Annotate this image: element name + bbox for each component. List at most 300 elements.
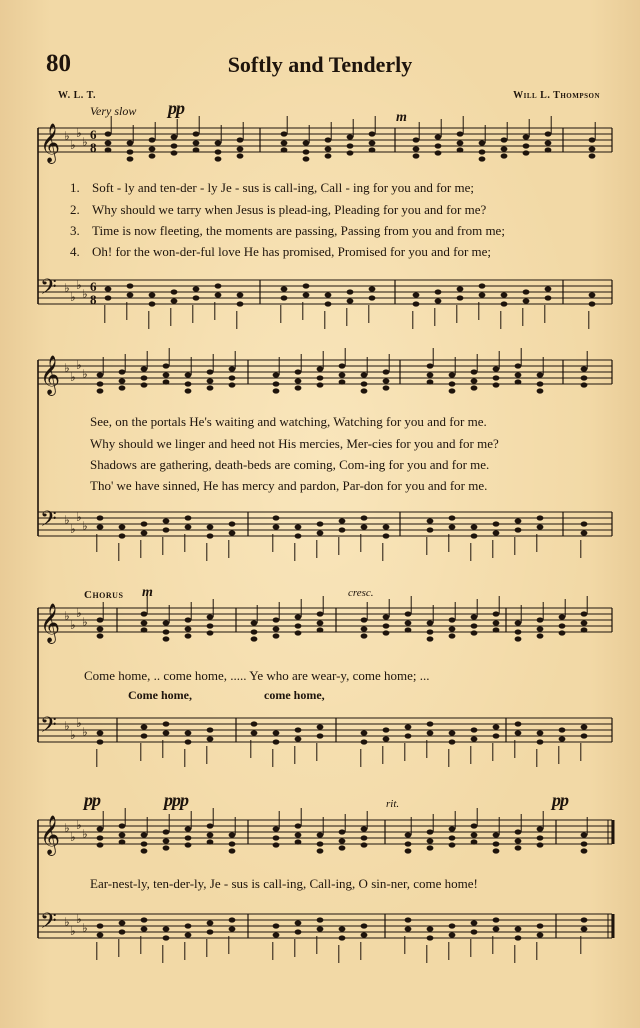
hymn-number: 80 — [46, 50, 71, 77]
note-head — [97, 626, 104, 631]
note-head — [97, 842, 104, 847]
note-head — [317, 620, 324, 625]
note-head — [369, 131, 376, 136]
note-head — [449, 381, 456, 386]
note-head — [185, 372, 192, 377]
tempo-marking: Very slow — [90, 104, 137, 118]
note-head — [361, 617, 368, 622]
note-head — [149, 301, 156, 306]
note-head — [295, 736, 302, 741]
flat-sign: ♭ — [76, 278, 82, 292]
note-head — [405, 724, 412, 729]
note-head — [347, 289, 354, 294]
note-head — [581, 382, 588, 387]
time-sig-bottom: 8 — [90, 292, 97, 307]
flat-sign: ♭ — [82, 827, 88, 841]
note-head — [229, 366, 236, 371]
note-head — [281, 295, 288, 300]
note-head — [325, 146, 332, 151]
note-head — [185, 730, 192, 735]
note-head — [493, 521, 500, 526]
note-head — [457, 286, 464, 291]
note-head — [339, 838, 346, 843]
note-head — [97, 633, 104, 638]
note-head — [581, 733, 588, 738]
note-head — [237, 301, 244, 306]
note-head — [339, 363, 346, 368]
note-head — [149, 146, 156, 151]
note-head — [537, 835, 544, 840]
note-head — [163, 935, 170, 940]
note-head — [185, 923, 192, 928]
note-head — [119, 385, 126, 390]
note-head — [471, 385, 478, 390]
note-head — [435, 289, 442, 294]
note-head — [515, 363, 522, 368]
flat-sign: ♭ — [70, 728, 76, 742]
bass-clef: 𝄢 — [40, 713, 57, 743]
note-head — [471, 727, 478, 732]
flat-sign: ♭ — [82, 135, 88, 149]
chorus-label: Chorus — [84, 589, 124, 601]
note-head — [405, 832, 412, 837]
note-head — [471, 832, 478, 837]
note-head — [149, 292, 156, 297]
note-head — [207, 533, 214, 538]
note-head — [405, 917, 412, 922]
flat-sign: ♭ — [82, 615, 88, 629]
flat-sign: ♭ — [64, 609, 70, 623]
note-head — [581, 841, 588, 846]
note-head — [435, 134, 442, 139]
note-head — [185, 515, 192, 520]
note-head — [493, 375, 500, 380]
verse-line-1 — [70, 180, 640, 196]
note-head — [171, 289, 178, 294]
note-head — [361, 388, 368, 393]
note-head — [273, 617, 280, 622]
note-head — [493, 724, 500, 729]
note-head — [325, 153, 332, 158]
note-head — [427, 527, 434, 532]
note-head — [229, 848, 236, 853]
note-head — [127, 156, 134, 161]
note-head — [149, 137, 156, 142]
note-head — [471, 839, 478, 844]
flat-sign: ♭ — [76, 358, 82, 372]
note-head — [141, 620, 148, 625]
note-head — [97, 372, 104, 377]
note-head — [383, 369, 390, 374]
note-head — [119, 823, 126, 828]
note-head — [141, 733, 148, 738]
note-head — [537, 617, 544, 622]
note-head — [405, 926, 412, 931]
note-head — [405, 620, 412, 625]
note-head — [515, 620, 522, 625]
note-head — [97, 739, 104, 744]
note-head — [141, 611, 148, 616]
note-head — [339, 829, 346, 834]
note-head — [273, 381, 280, 386]
note-head — [361, 730, 368, 735]
note-head — [427, 838, 434, 843]
note-head — [479, 149, 486, 154]
note-head — [317, 521, 324, 526]
note-head — [97, 381, 104, 386]
final-lyric: Ear-nest-ly, ten-der-ly, Je - sus is call-ing, Call-ing, O sin-ner, come home! — [90, 876, 478, 891]
note-head — [127, 140, 134, 145]
note-head — [119, 832, 126, 837]
note-head — [471, 623, 478, 628]
note-head — [295, 533, 302, 538]
note-head — [163, 926, 170, 931]
note-head — [347, 150, 354, 155]
note-head — [163, 721, 170, 726]
note-head — [449, 524, 456, 529]
note-head — [493, 832, 500, 837]
note-head — [207, 839, 214, 844]
note-head — [317, 832, 324, 837]
note-head — [361, 826, 368, 831]
note-head — [295, 623, 302, 628]
note-head — [449, 932, 456, 937]
verse-line-3 — [70, 223, 640, 239]
note-head — [97, 515, 104, 520]
note-head — [237, 137, 244, 142]
note-head — [383, 614, 390, 619]
note-head — [105, 147, 112, 152]
note-head — [229, 917, 236, 922]
note-head — [435, 150, 442, 155]
note-head — [163, 372, 170, 377]
flat-sign: ♭ — [76, 510, 82, 524]
note-head — [515, 636, 522, 641]
note-head — [295, 385, 302, 390]
time-sig-bottom: 8 — [90, 140, 97, 155]
note-head — [427, 379, 434, 384]
note-head — [163, 845, 170, 850]
note-head — [339, 926, 346, 931]
flat-sign: ♭ — [76, 912, 82, 926]
note-head — [471, 823, 478, 828]
note-head — [215, 149, 222, 154]
note-head — [141, 917, 148, 922]
note-head — [427, 372, 434, 377]
note-head — [163, 518, 170, 523]
note-head — [163, 527, 170, 532]
note-head — [325, 292, 332, 297]
note-head — [581, 366, 588, 371]
note-head — [149, 153, 156, 158]
note-head — [273, 515, 280, 520]
flat-sign: ♭ — [64, 361, 70, 375]
note-head — [295, 839, 302, 844]
note-head — [545, 140, 552, 145]
note-head — [501, 146, 508, 151]
note-head — [229, 382, 236, 387]
note-head — [185, 633, 192, 638]
note-head — [427, 518, 434, 523]
note-head — [317, 366, 324, 371]
note-head — [581, 832, 588, 837]
note-head — [185, 739, 192, 744]
note-head — [339, 379, 346, 384]
note-head — [501, 137, 508, 142]
note-head — [471, 630, 478, 635]
note-head — [413, 292, 420, 297]
note-head — [141, 926, 148, 931]
note-head — [215, 140, 222, 145]
note-head — [193, 147, 200, 152]
note-head — [193, 286, 200, 291]
flat-sign: ♭ — [64, 719, 70, 733]
note-head — [185, 826, 192, 831]
note-head — [515, 379, 522, 384]
chorus-lyric: Come home, .. come home, ..... Ye who are wear-y, come home; ... — [84, 668, 430, 683]
note-head — [515, 935, 522, 940]
verse-line-4 — [70, 244, 640, 260]
note-head — [229, 521, 236, 526]
bass-clef: 𝄢 — [40, 275, 57, 305]
note-head — [515, 518, 522, 523]
note-head — [405, 841, 412, 846]
note-head — [229, 530, 236, 535]
flat-sign: ♭ — [82, 921, 88, 935]
note-head — [325, 137, 332, 142]
note-head — [97, 388, 104, 393]
note-head — [207, 920, 214, 925]
note-head — [581, 620, 588, 625]
note-head — [537, 515, 544, 520]
note-head — [317, 917, 324, 922]
verse-number: 2. — [70, 202, 80, 217]
note-head — [537, 372, 544, 377]
note-head — [141, 724, 148, 729]
note-head — [449, 626, 456, 631]
verse-cont-line-3: Shadows are gathering, death-beds are coming, Com-ing for you and for me. — [90, 457, 490, 472]
note-head — [449, 372, 456, 377]
note-head — [449, 739, 456, 744]
note-head — [493, 848, 500, 853]
note-head — [141, 366, 148, 371]
flat-sign: ♭ — [70, 830, 76, 844]
flat-sign: ♭ — [76, 606, 82, 620]
note-head — [405, 611, 412, 616]
note-head — [515, 838, 522, 843]
note-head — [237, 146, 244, 151]
note-head — [295, 614, 302, 619]
note-head — [427, 730, 434, 735]
note-head — [471, 369, 478, 374]
verse-number: 3. — [70, 223, 80, 238]
note-head — [501, 301, 508, 306]
treble-clef: 𝄞 — [40, 355, 61, 395]
note-head — [457, 295, 464, 300]
note-head — [141, 848, 148, 853]
note-head — [435, 298, 442, 303]
note-head — [273, 835, 280, 840]
note-head — [317, 733, 324, 738]
note-head — [559, 623, 566, 628]
note-head — [427, 620, 434, 625]
note-head — [383, 623, 390, 628]
note-head — [413, 146, 420, 151]
note-head — [515, 721, 522, 726]
note-head — [207, 623, 214, 628]
words-credit: W. L. T. — [58, 90, 96, 101]
note-head — [207, 378, 214, 383]
note-head — [449, 730, 456, 735]
note-head — [185, 842, 192, 847]
note-head — [119, 369, 126, 374]
note-head — [581, 611, 588, 616]
note-head — [537, 730, 544, 735]
note-head — [163, 363, 170, 368]
note-head — [185, 617, 192, 622]
note-head — [119, 378, 126, 383]
note-head — [493, 627, 500, 632]
note-head — [193, 295, 200, 300]
note-head — [325, 301, 332, 306]
note-head — [537, 633, 544, 638]
note-head — [471, 533, 478, 538]
note-head — [347, 134, 354, 139]
note-head — [207, 614, 214, 619]
note-head — [141, 382, 148, 387]
note-head — [427, 926, 434, 931]
note-head — [317, 611, 324, 616]
note-head — [215, 292, 222, 297]
treble-clef: 𝄞 — [40, 815, 61, 855]
note-head — [413, 137, 420, 142]
note-head — [317, 926, 324, 931]
verse-text: Why should we tarry when Jesus is plead-ing, Pleading for you and for me? — [92, 202, 487, 217]
dynamic-pp-final-1: pp — [84, 790, 100, 810]
note-head — [317, 724, 324, 729]
note-head — [493, 841, 500, 846]
music-credit: Will L. Thompson — [513, 90, 600, 101]
note-head — [449, 388, 456, 393]
flat-sign: ♭ — [82, 725, 88, 739]
note-head — [339, 518, 346, 523]
note-head — [163, 829, 170, 834]
note-head — [405, 848, 412, 853]
note-head — [361, 932, 368, 937]
note-head — [361, 842, 368, 847]
note-head — [449, 923, 456, 928]
note-head — [273, 932, 280, 937]
note-head — [523, 134, 530, 139]
note-head — [97, 617, 104, 622]
treble-clef: 𝄞 — [40, 603, 61, 643]
note-head — [127, 292, 134, 297]
verse-text: Soft - ly and ten-der - ly Je - sus is call-ing, Call - ing for you and for me; — [92, 180, 474, 195]
note-head — [119, 929, 126, 934]
note-head — [347, 298, 354, 303]
note-head — [479, 292, 486, 297]
note-head — [427, 845, 434, 850]
note-head — [537, 842, 544, 847]
flat-sign: ♭ — [70, 290, 76, 304]
verse-cont-line-4: Tho' we have sinned, He has mercy and pardon, Par-don for you and for me. — [90, 478, 488, 493]
note-head — [449, 835, 456, 840]
note-head — [273, 730, 280, 735]
note-head — [97, 932, 104, 937]
note-head — [457, 140, 464, 145]
note-head — [303, 283, 310, 288]
note-head — [369, 295, 376, 300]
note-head — [207, 524, 214, 529]
note-head — [303, 292, 310, 297]
note-head — [581, 530, 588, 535]
note-head — [523, 289, 530, 294]
note-head — [185, 835, 192, 840]
note-head — [361, 524, 368, 529]
note-head — [119, 920, 126, 925]
flat-sign: ♭ — [76, 818, 82, 832]
note-head — [281, 286, 288, 291]
note-head — [193, 131, 200, 136]
note-head — [515, 372, 522, 377]
note-head — [515, 845, 522, 850]
note-head — [141, 832, 148, 837]
note-head — [493, 620, 500, 625]
note-head — [493, 366, 500, 371]
note-head — [229, 841, 236, 846]
cresc-marking: cresc. — [348, 587, 374, 599]
note-head — [317, 382, 324, 387]
note-head — [97, 524, 104, 529]
note-head — [207, 630, 214, 635]
note-head — [193, 140, 200, 145]
note-head — [163, 629, 170, 634]
note-head — [163, 730, 170, 735]
flat-sign: ♭ — [70, 924, 76, 938]
note-head — [479, 140, 486, 145]
flat-sign: ♭ — [82, 519, 88, 533]
flat-sign: ♭ — [82, 287, 88, 301]
note-head — [303, 149, 310, 154]
note-head — [251, 629, 258, 634]
note-head — [339, 372, 346, 377]
note-head — [303, 156, 310, 161]
time-sig-top: 6 — [90, 127, 97, 142]
note-head — [281, 140, 288, 145]
note-head — [273, 826, 280, 831]
note-head — [515, 730, 522, 735]
note-head — [295, 823, 302, 828]
note-head — [317, 627, 324, 632]
dynamic-pp-intro: pp — [168, 98, 184, 118]
verse-text: Oh! for the won-der-ful love He has promised, Promised for you and for me; — [92, 244, 492, 259]
bass-clef: 𝄢 — [40, 909, 57, 939]
verse-number: 4. — [70, 244, 80, 259]
note-head — [369, 147, 376, 152]
note-head — [589, 301, 596, 306]
note-head — [163, 620, 170, 625]
note-head — [303, 140, 310, 145]
note-head — [405, 627, 412, 632]
note-head — [493, 611, 500, 616]
note-head — [427, 829, 434, 834]
note-head — [413, 153, 420, 158]
note-head — [581, 521, 588, 526]
note-head — [295, 920, 302, 925]
note-head — [515, 527, 522, 532]
note-head — [581, 848, 588, 853]
note-head — [171, 150, 178, 155]
